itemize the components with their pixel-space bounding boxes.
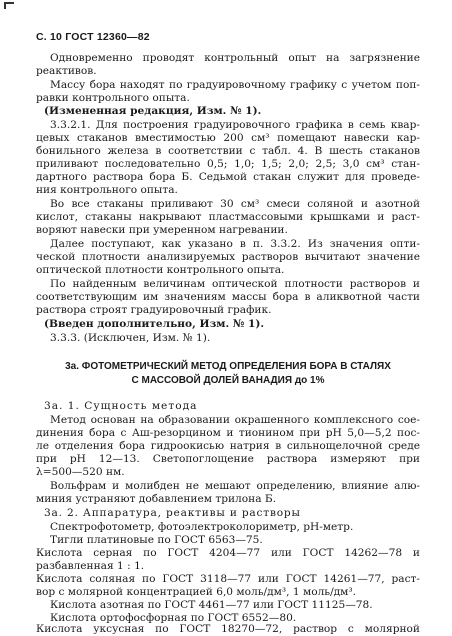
text-line: Кислота ортофосфорная по ГОСТ 6552—80. — [50, 612, 297, 624]
text-line: По найденным величинам оптической плотности растворов и — [50, 278, 420, 290]
text-line: λ=500—520 нм. — [36, 466, 125, 478]
corner-mark — [4, 2, 14, 9]
text-line: Метод основан на образовании окрашенного комплексного сое- — [50, 414, 420, 426]
text-line: дартного раствора бора Б. Седьмой стакан служит для проведе- — [36, 171, 420, 183]
text-line: миния устраняют добавлением трилона Б. — [36, 493, 277, 505]
text-line: оптической плотности контрольного опыта. — [36, 264, 285, 276]
text-line: цевых стаканов вместимостью 200 см³ помещают навески кар- — [36, 132, 420, 144]
text-line: Кислота серная по ГОСТ 4204—77 или ГОСТ 14262—78 и — [36, 547, 420, 559]
text-line: Массу бора находят по градуировочному графику с учетом поп- — [50, 79, 420, 91]
text-line: Во все стаканы приливают 30 см³ смеси соляной и азотной — [50, 198, 420, 210]
text-line: воряют навески при умеренном нагревании. — [36, 224, 288, 236]
text-line: Одновременно проводят контрольный опыт на загрязнение — [50, 52, 420, 64]
text-line: раствора строят градуировочный график. — [36, 304, 272, 316]
text-line: ния контрольного опыта. — [36, 184, 178, 196]
text-line: Кислота соляная по ГОСТ 3118—77 или ГОСТ 14261—77, раст- — [36, 573, 420, 585]
text-line: при рН 12—13. Светопоглощение раствора измеряют при — [36, 453, 420, 465]
section-title: 3а. ФОТОМЕТРИЧЕСКИЙ МЕТОД ОПРЕДЕЛЕНИЯ БОРА В СТАЛЯХ — [65, 361, 391, 372]
text-line: ле отделения бора гидроокисью натрия в сильнощелочной среде — [36, 440, 420, 452]
text-line: Тигли платиновые по ГОСТ 6563—75. — [50, 534, 263, 546]
text-line: Кислота азотная по ГОСТ 4461—77 или ГОСТ 11125—78. — [50, 599, 373, 611]
amendment-note: (Введен дополнительно, Изм. № 1). — [44, 318, 265, 330]
text-line: разбавленная 1 : 1. — [36, 560, 145, 572]
amendment-note: (Измененная редакция, Изм. № 1). — [44, 105, 262, 117]
text-line: Спектрофотометр, фотоэлектроколориметр, рН-метр. — [50, 521, 354, 533]
text-line: кислот, стаканы накрывают пластмассовыми крышками и раст- — [36, 211, 420, 223]
subsection-title: 3а. 1. Сущность метода — [44, 400, 198, 412]
section-title: С МАССОВОЙ ДОЛЕЙ ВАНАДИЯ до 1% — [131, 375, 325, 386]
excluded-clause: 3.3.3. (Исключен, Изм. № 1). — [50, 332, 211, 344]
text-line: равки контрольного опыта. — [36, 92, 190, 104]
text-line: Кислота уксусная по ГОСТ 18270—72, раствор с молярной — [36, 623, 420, 635]
text-line: ческой плотности анализируемых растворов вычитают значение — [36, 251, 420, 263]
text-line: приливают последовательно 0,5; 1,0; 1,5; 2,0; 2,5; 3,0 см³ стан- — [36, 158, 420, 170]
text-line: бонильного железа в соответствии с табл. 4. В шесть стаканов — [36, 145, 420, 157]
text-line: Вольфрам и молибден не мешают определению, влияние алю- — [50, 480, 420, 492]
text-line: вор с молярной концентрацией 6,0 моль/дм³, 1 моль/дм³. — [36, 586, 357, 598]
text-line: реактивов. — [36, 65, 97, 77]
text-line: соответствующим им значениям массы бора в аликвотной части — [36, 291, 420, 303]
subsection-title: 3а. 2. Аппаратура, реактивы и растворы — [44, 507, 301, 519]
text-line: Далее поступают, как указано в п. 3.3.2. Из значения опти- — [50, 238, 420, 250]
text-line: 3.3.2.1. Для построения градуировочного графика в семь квар- — [50, 119, 420, 131]
text-line: динения бора с Аш-резорцином и тионином при рН 5,0—5,2 пос- — [36, 427, 420, 439]
page-header: С. 10 ГОСТ 12360—82 — [36, 31, 150, 43]
